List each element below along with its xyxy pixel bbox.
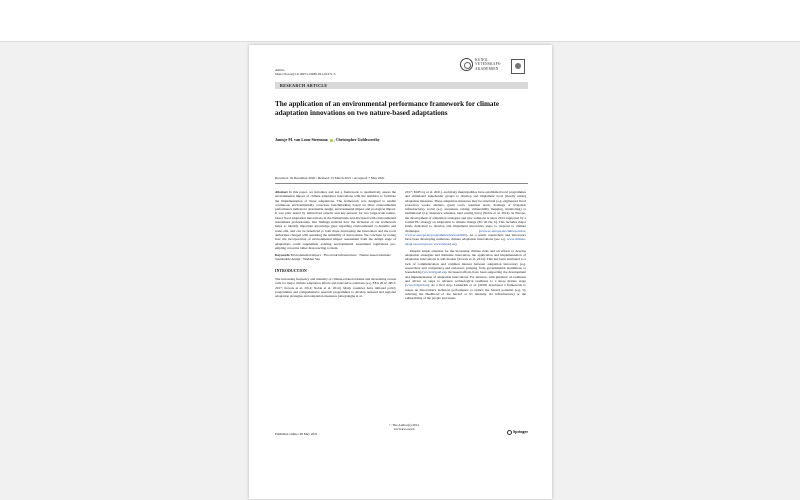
journal-name: Ambio bbox=[275, 68, 285, 72]
author-separator: , bbox=[333, 137, 335, 142]
body-text: Despite ample attention for the increasing climate risks and all efforts to develop adaptation strategies and stimulate innovation, the application and implementation of adaptation innovations is still modest (Kovats et al. 2014). This has been attributed to a lack of communication and common interest between adaptation innovators (e.g. researchers and companies) and end-users (ranging from governmental institutions to households) ( bbox=[405, 248, 526, 275]
keywords-text: Environmental impact · Flood risk infrastructure · Nature-based solutions · Sustainable design · Wadden Sea bbox=[275, 253, 393, 262]
article-type-band bbox=[275, 82, 528, 89]
body-text: ). bbox=[455, 241, 458, 246]
author-name: Jantsje M. van Loon-Steensma bbox=[275, 137, 328, 142]
intro-paragraph: The increasing frequency and intensity of climate-related extreme and devastating events calls for major climate adaptation efforts and innovative solutions (e.g. EEA 2012; IPCC 2017; Kovats et al. 2014; Noble et al. 2014). Many countries have initiated policy programmes and comprehensive research programmes to develop national and regional adaptation strategies and adaptation measures (Abeysinghe et al. bbox=[275, 277, 396, 299]
abstract-label: Abstract bbox=[275, 190, 288, 194]
body-text: ). As a first step, Lenderink et al. (2018) developed a framework to assess an innovation's technical performance to reduce the hazard potential (e.g. by reducing the likelihood of the hazard or its intensity via infrastructure) or the vulnerability of the people and assets bbox=[405, 283, 526, 301]
copyright: © The Author(s) 2021 bbox=[389, 423, 420, 427]
abstract bbox=[275, 190, 396, 250]
right-column bbox=[405, 190, 526, 303]
website-link[interactable]: www.kva.se/en bbox=[393, 427, 415, 432]
author-list bbox=[275, 137, 380, 142]
kva-logo-line: VETENSKAPS- bbox=[475, 62, 502, 67]
springer-logo bbox=[507, 429, 528, 435]
body-text: 2017; McEvoy et al. 2021), and many municipalities have established local programmes and stimulated stakeholder groups to develop and implement local (mostly urban) adaptation measures. These adaptation measures may be structural (e.g. engineered flood protection works, shelters, green roofs, retention areas, drainage or irrigation infrastructure), social (e.g. awareness raising, vulnerability mapping, monitoring) or institutional (e.g. insurance schemes, land zoning laws) (Noble et al. 2014). In Europe, the development of adaptation strategies and new solutions is since 2013 supported by a formal EU strategy on adaptation to climate change (EC 2013a, b). This includes major funds dedicated to develop and implement innovative steps to respond to climate challenges ( bbox=[405, 190, 526, 233]
orcid-icon[interactable] bbox=[330, 139, 333, 142]
divider bbox=[275, 183, 528, 184]
springer-horse-icon bbox=[507, 430, 512, 435]
article-title: The application of an environmental performance framework for climate adaptation innovations on two nature-based adaptations bbox=[275, 100, 500, 117]
body-text: ). As a result, researchers and innovators have been developing numerous climate adaptation innovations (see e.g. bbox=[405, 232, 526, 242]
body-text: ). Increased efforts have been supporting the development and implementation of adaptation innovations. For instance, with guidance on readiness and advice on steps to advance technological readiness to a more mature stage ( bbox=[405, 270, 526, 288]
keywords-label: Keywords bbox=[275, 253, 290, 258]
body-paragraph bbox=[405, 190, 526, 246]
viewer-toolbar bbox=[0, 0, 800, 42]
kva-logo-line: KUNGL. bbox=[475, 58, 490, 62]
ambio-logo-icon bbox=[511, 59, 525, 74]
kva-logo-line: AKADEMIEN bbox=[475, 66, 499, 71]
section-heading: INTRODUCTION bbox=[275, 268, 307, 273]
reference-link[interactable]: www.ec.europa.eu/clima/policies, www.ec.europa.eu/programmes/horizon2020 bbox=[405, 228, 526, 237]
article-type: RESEARCH ARTICLE bbox=[280, 83, 328, 88]
received-dates: Received: 18 December 2020 / Revised: 15 March 2021 / Accepted: 7 May 2021 bbox=[275, 176, 385, 180]
abstract-text: In this paper, we introduce and test a framework to qualitatively assess the environmental impact of climate adaptation innovations with the ambition to facilitate the implementation of these adaptations. The framework was designed to enable continuous environmentally conscious benchmarking based on three environmental performance indicators: sustainable design, environmental impact and ecological impact. It was pilot tested by uninvolved experts and key-persons for two large-scale nature-based flood adaptation innovations in the Netherlands and discussed with environmental assessment professionals. Our findings indicate how the inclusion of our framework helps to identify important knowledge gaps regarding environmental co-benefits and trade-offs, and can be beneficial to both those developing the innovation and the local authorities charged with assessing the suitability of innovations. We conclude by noting how the incorporation of environmental impact assessment from the design stage of adaptations could supplement existing environmental assessment regulations pre-empting concerns rather than reacting to them. bbox=[275, 190, 396, 250]
publisher-name: Springer bbox=[513, 429, 529, 434]
document-page bbox=[249, 45, 552, 499]
body-paragraph bbox=[405, 249, 526, 301]
kva-logo bbox=[460, 57, 504, 75]
keywords bbox=[275, 253, 396, 262]
footer-center bbox=[389, 423, 419, 432]
published-online: Published online: 28 May 2021 bbox=[275, 432, 318, 436]
reference-link[interactable]: www.climate-adapt.eea.europa.eu; www.brigaid.eu bbox=[405, 237, 526, 246]
left-column bbox=[275, 190, 396, 302]
author-name: Christopher Goldsworthy bbox=[335, 137, 380, 142]
reference-link[interactable]: www.brigaid.eu bbox=[423, 270, 446, 275]
doi-link[interactable]: https://doi.org/10.1007/s13280-021-01571-5 bbox=[275, 72, 336, 76]
reference-link[interactable]: www.brigaid.eu bbox=[406, 283, 428, 288]
kva-seal-icon bbox=[460, 58, 473, 71]
